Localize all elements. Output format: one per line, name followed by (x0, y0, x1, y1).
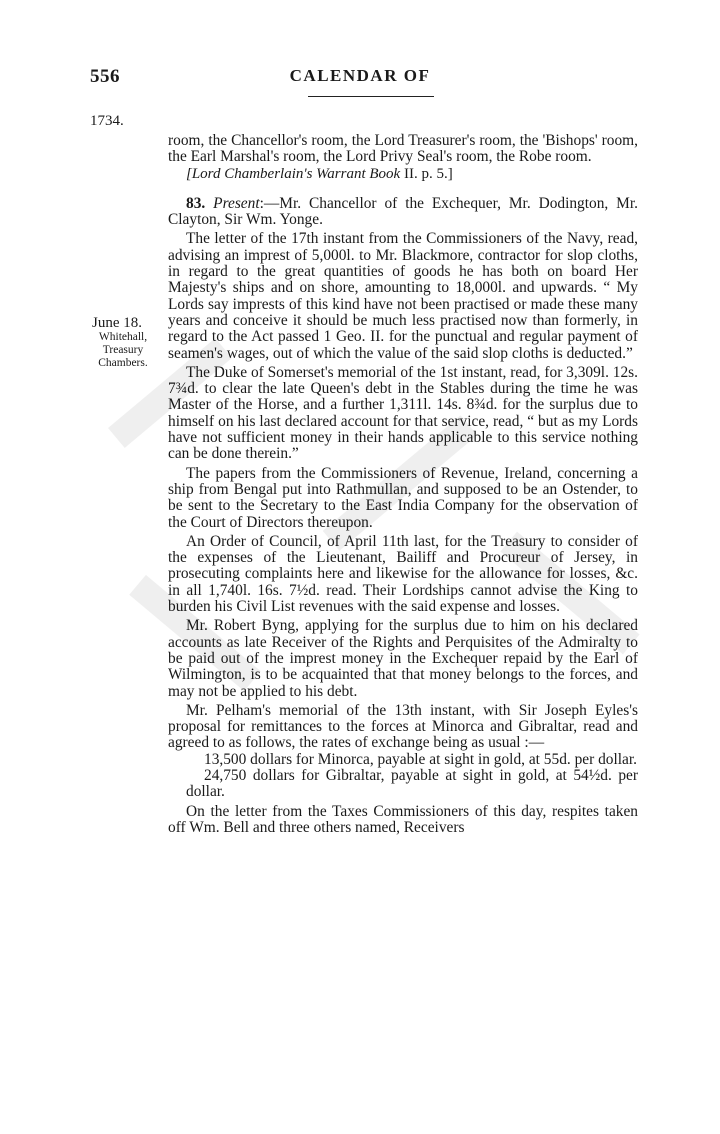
paragraph: Mr. Pelham's memorial of the 13th instant, with Sir Joseph Eyles's proposal for remittances to the forces at Minorca and Gibraltar, read and agreed to as follows, the rates of exchange being as usual :— (168, 701, 638, 752)
paragraph: The letter of the 17th instant from the Commissioners of the Navy, read, advising an imprest of 5,000l. to Mr. Blackmore, contractor for slop cloths, in regard to the great quantities of goods he has both on board Her Majesty's ships and on shore, amounting to 18,000l. and upwards. “ My Lords say imprests of this kind have not been practised or made these many years and conceive it should be much less practised now than formerly, in regard to the Act passed 1 Geo. II. for the punctual and regular payment of seamen's wages, out of which the value of the said slop cloths is deducted.” (168, 230, 638, 362)
running-head: CALENDAR OF (289, 66, 431, 85)
paragraph: On the letter from the Taxes Commissioners of this day, respites taken off Wm. Bell and three others named, Receivers (168, 802, 638, 836)
citation (168, 166, 638, 182)
paragraph: An Order of Council, of April 11th last, for the Treasury to consider of the expenses of the Lieutenant, Bailiff and Procureur of Jersey, in prosecuting complaints here and likewise for the allowance for losses, &c. in all 1,740l. 16s. 7½d. read. Their Lordships cannot advise the King to burden his Civil List revenues with the said expense and losses. (168, 532, 638, 616)
paragraph: Mr. Robert Byng, applying for the surplus due to him on his declared accounts as late Receiver of the Rights and Perquisites of the Admiralty to be paid out of the imprest money in the Exchequer repaid by the Earl of Wilmington, is to be acquainted that that money belongs to the forces, and may not be applied to his debt. (168, 617, 638, 700)
page-number: 556 (90, 66, 120, 87)
citation-reference: II. p. 5.] (400, 165, 453, 182)
entry-number: 83. (186, 194, 206, 212)
margin-place-line: Treasury (102, 344, 144, 356)
present-text: :—Mr. Chancellor of the Exchequer, Mr. Dodington, Mr. Clayton, Sir Wm. Yonge. (168, 194, 638, 229)
remittance-item: 13,500 dollars for Minorca, payable at sight in gold, at 55d. per dollar. (204, 750, 637, 768)
entry-heading (168, 196, 638, 229)
body-text (168, 133, 638, 836)
paragraph: The papers from the Commissioners of Revenue, Ireland, concerning a ship from Bengal put into Rathmullan, and supposed to be an Ostender, to be sent to the Secretary to the East India Company for the observation of the Court of Directors thereupon. (168, 464, 638, 531)
remittance-item: 24,750 dollars for Gibraltar, payable at sight in gold, at 54½d. per dollar. (186, 766, 638, 801)
present-label: Present (213, 194, 260, 212)
paragraph: The Duke of Somerset's memorial of the 1st instant, read, for 3,309l. 12s. 7¾d. to clear the late Queen's debt in the Stables during the time he was Master of the Horse, and a further 1,311l. 14s. 8¾d. for the surplus due to himself on his last declared account for that service, read, “ but as my Lords have not sufficient money in their hands applicable to this service nothing can be done therein.” (168, 363, 639, 463)
continuation-paragraph: room, the Chancellor's room, the Lord Treasurer's room, the 'Bishops' room, the Earl Marshal's room, the Lord Privy Seal's room, the Robe room. (168, 132, 638, 166)
citation-title: [Lord Chamberlain's Warrant Book (186, 165, 401, 182)
margin-year: 1734. (90, 113, 124, 129)
margin-place-line: Chambers. (98, 357, 148, 369)
margin-note (92, 315, 154, 370)
header-rule (308, 96, 434, 97)
margin-date: June 18. (92, 315, 142, 331)
margin-place-line: Whitehall, (98, 331, 148, 343)
